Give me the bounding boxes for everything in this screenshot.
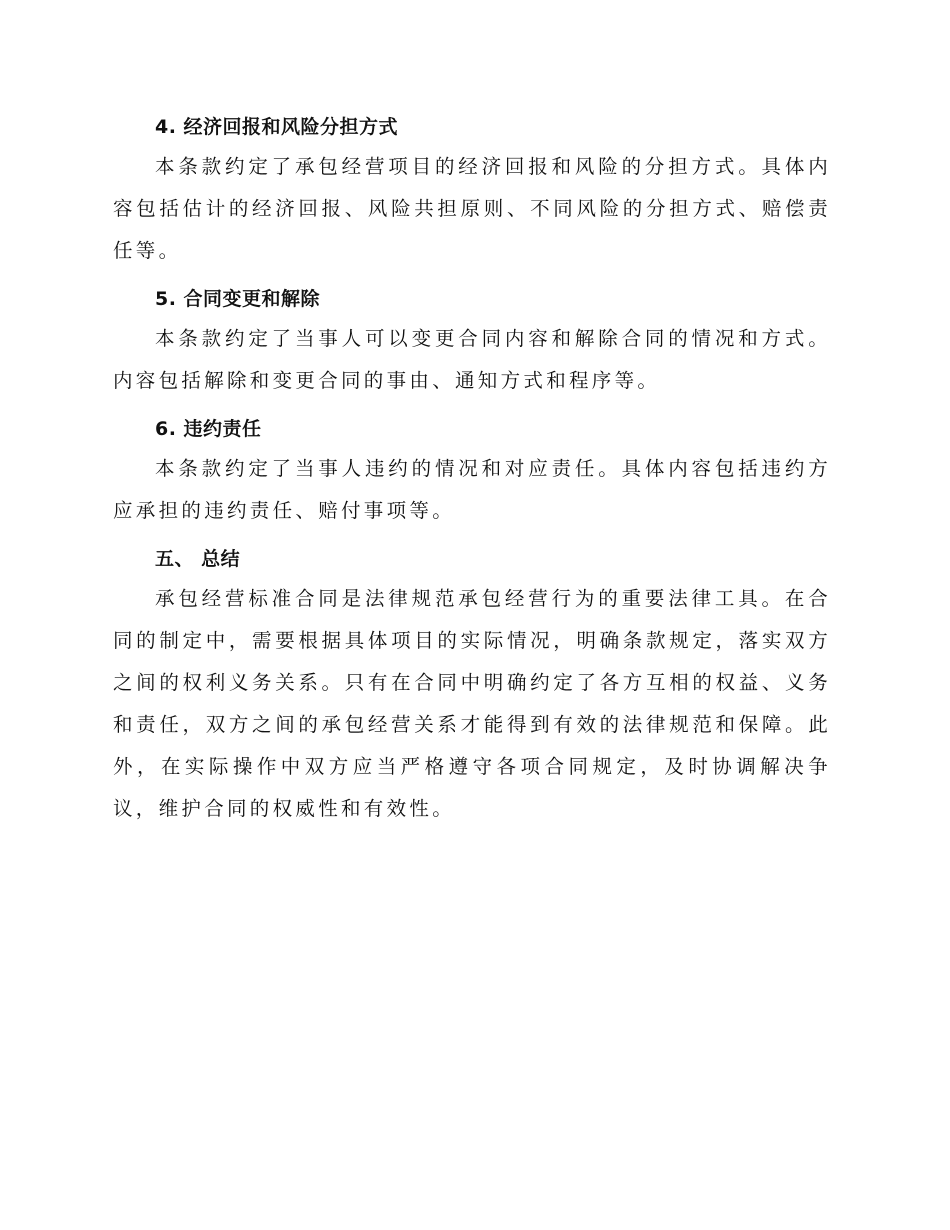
section-heading-4: 4. 经济回报和风险分担方式 bbox=[155, 116, 399, 138]
section-heading-summary: 五、 总结 bbox=[155, 548, 241, 570]
section-heading-6: 6. 违约责任 bbox=[155, 418, 262, 440]
section-body-4: 本条款约定了承包经营项目的经济回报和风险的分担方式。具体内容包括估计的经济回报、风险共担原则、不同风险的分担方式、赔偿责任等。 bbox=[113, 155, 831, 262]
section-body-6: 本条款约定了当事人违约的情况和对应责任。具体内容包括违约方应承担的违约责任、赔付事项等。 bbox=[113, 457, 831, 522]
section-body-summary: 承包经营标准合同是法律规范承包经营行为的重要法律工具。在合同的制定中，需要根据具体项目的实际情况，明确条款规定，落实双方之间的权利义务关系。只有在合同中明确约定了各方互相的权益、义务和责任，双方之间的承包经营关系才能得到有效的法律规范和保障。此外，在实际操作中双方应当严格遵守各项合同规定，及时协调解决争议，维护合同的权威性和有效性。 bbox=[113, 587, 831, 820]
document-content bbox=[113, 108, 831, 838]
section-heading-5: 5. 合同变更和解除 bbox=[155, 288, 321, 310]
section-body-5: 本条款约定了当事人可以变更合同内容和解除合同的情况和方式。内容包括解除和变更合同的事由、通知方式和程序等。 bbox=[113, 327, 831, 392]
